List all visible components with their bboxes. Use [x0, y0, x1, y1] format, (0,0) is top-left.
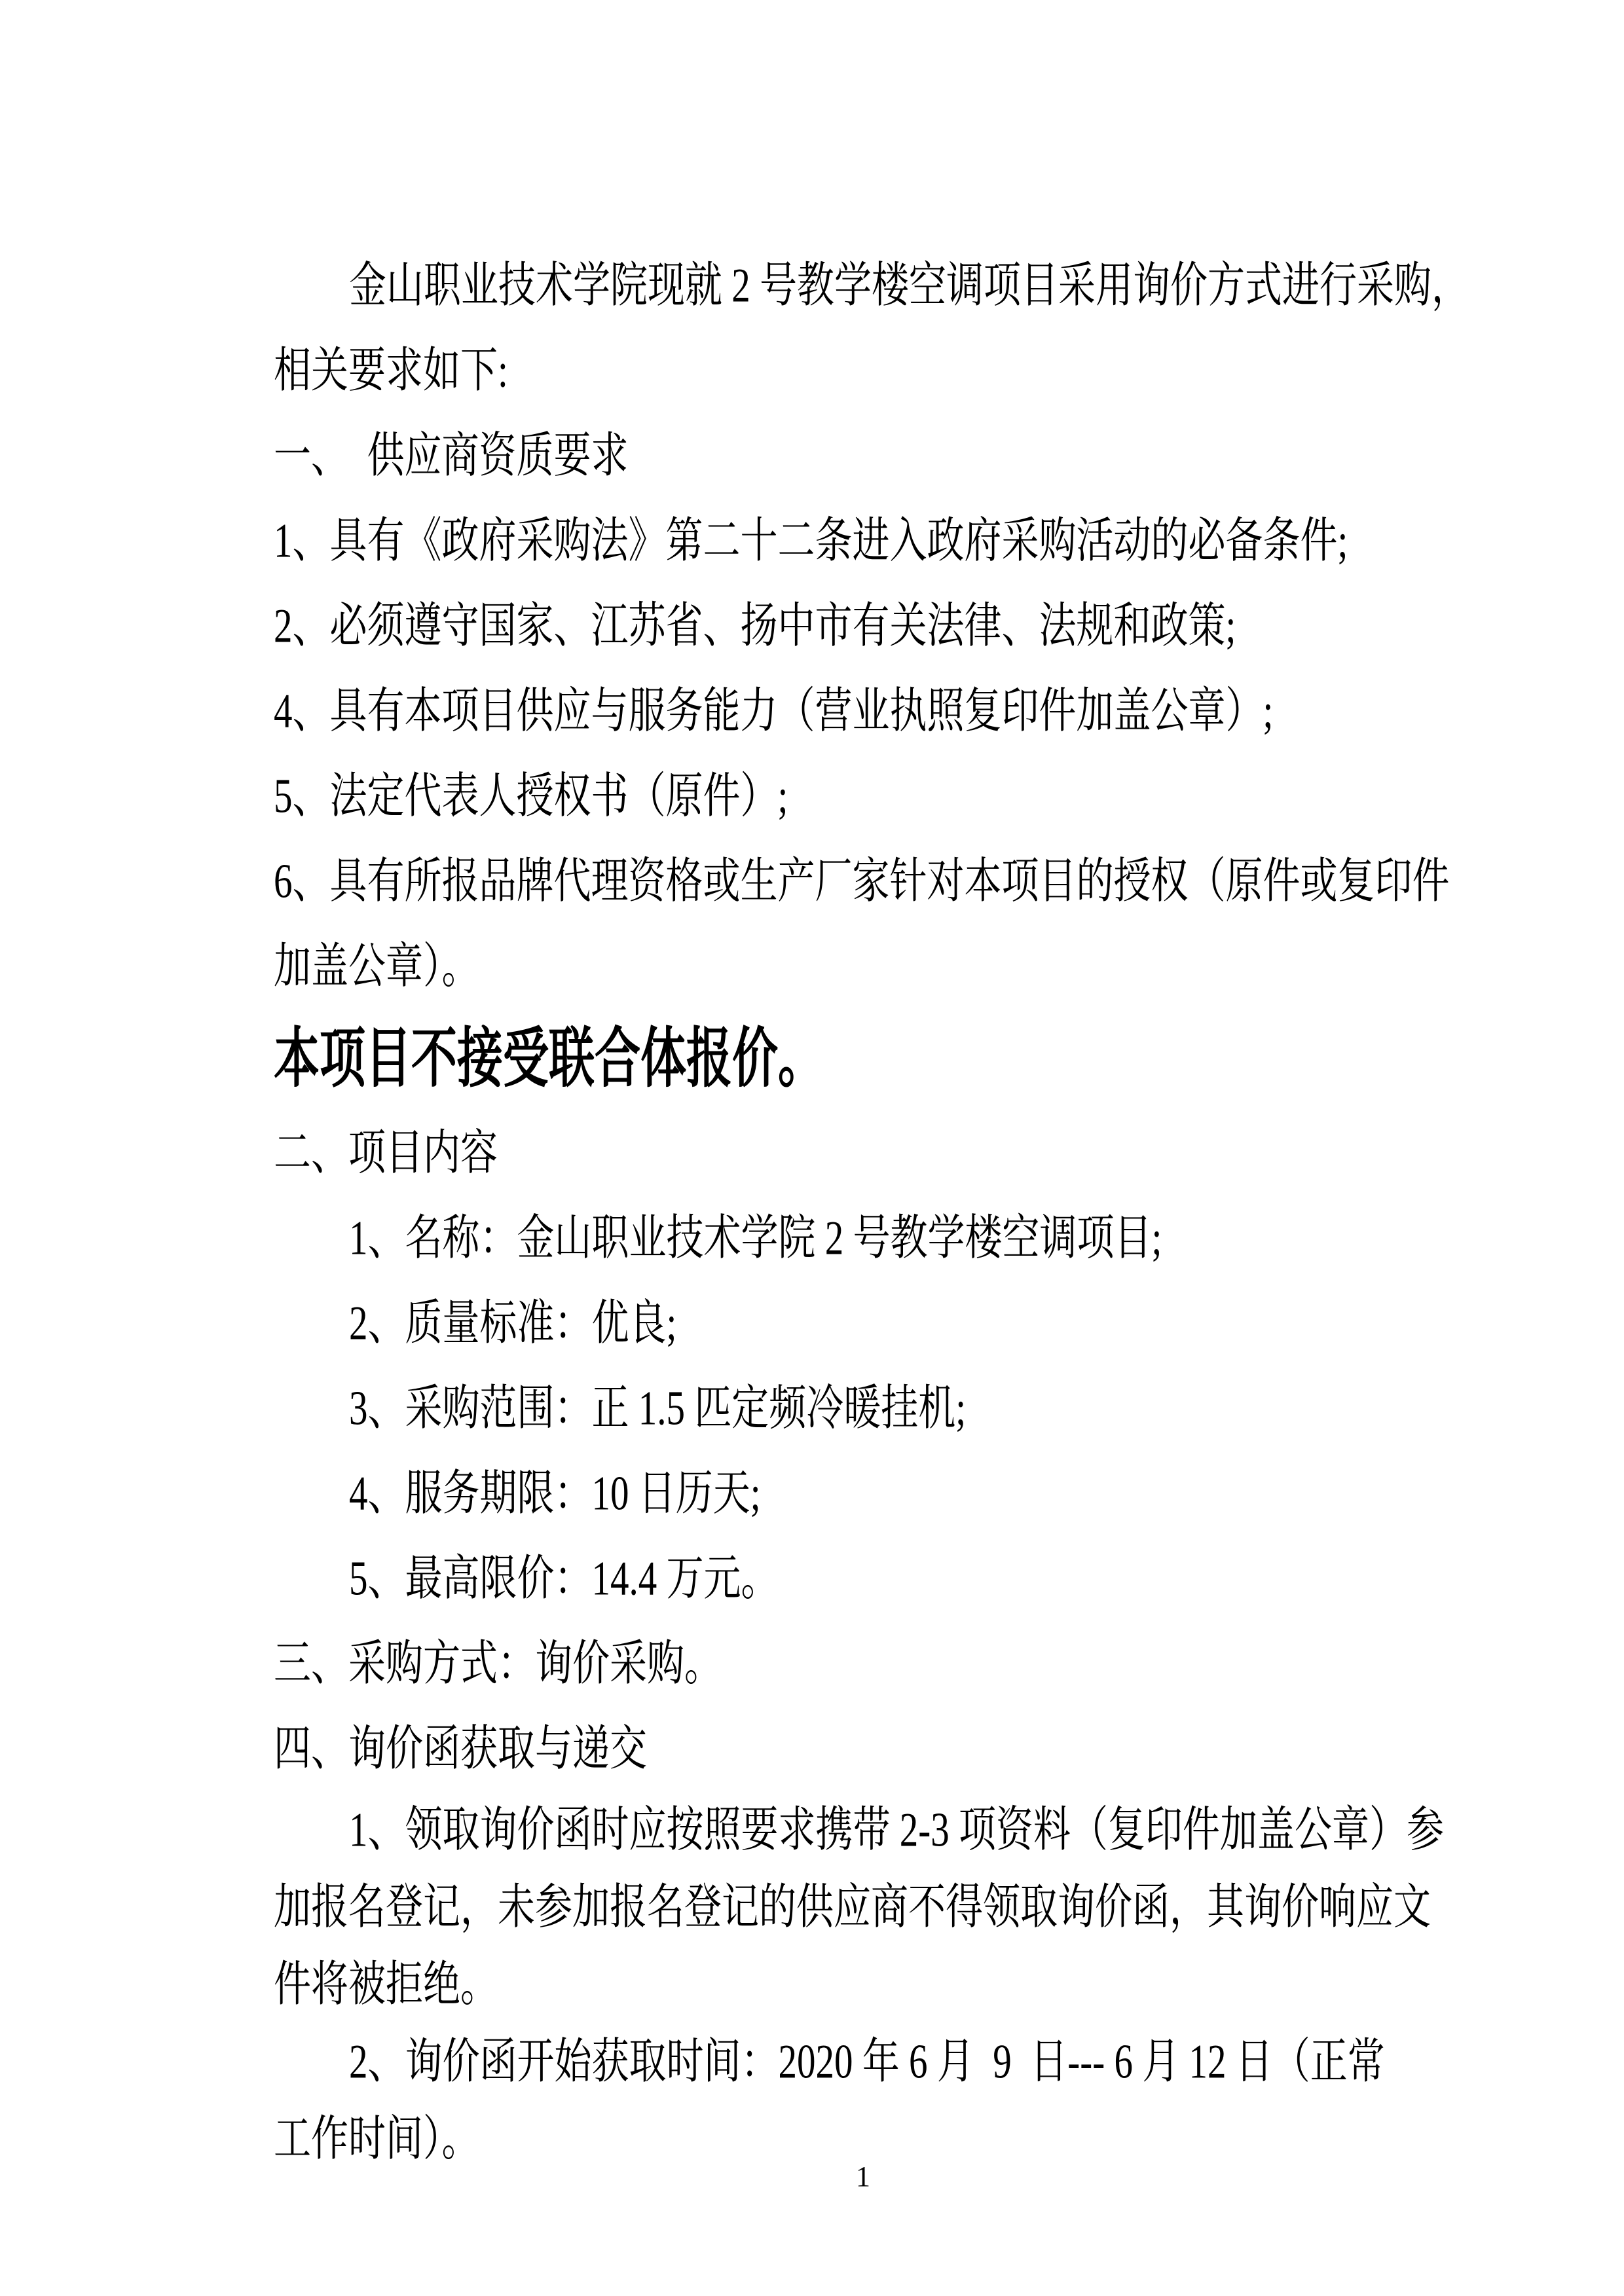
text-line-content: 金山职业技术学院现就 2 号教学楼空调项目采用询价方式进行采购， [349, 259, 1469, 313]
text-line-content: 4、服务期限：10 日历天; [349, 1467, 761, 1521]
page-body [274, 246, 1469, 2180]
text-line-content: 相关要求如下: [274, 344, 508, 398]
text-line-content: 二、项目内容 [274, 1126, 498, 1180]
text-line-content: 加盖公章）。 [274, 939, 479, 994]
text-line-content: 本项目不接受联合体报价。 [274, 1020, 824, 1097]
page-footer [274, 2157, 1452, 2196]
text-line-content: 1、领取询价函时应按照要求携带 2-3 项资料（复印件加盖公章）参 [349, 1803, 1444, 1857]
page-number: 1 [856, 2160, 870, 2193]
text-line-content: 1、名称：金山职业技术学院 2 号教学楼空调项目; [349, 1211, 1162, 1266]
text-line-content: 6、具有所报品牌代理资格或生产厂家针对本项目的授权（原件或复印件 [274, 854, 1450, 909]
text-line-content: 3、采购范围：正 1.5 匹定频冷暖挂机; [349, 1381, 967, 1436]
text-line-content: 一、 供应商资质要求 [274, 429, 629, 483]
text-line-content: 2、询价函开始获取时间：2020 年 6 月 9 日--- 6 月 12 日（正常 [349, 2035, 1385, 2089]
text-line-content: 2、质量标准：优良; [349, 1296, 677, 1351]
text-line-content: 加报名登记，未参加报名登记的供应商不得领取询价函，其询价响应文 [274, 1880, 1431, 1935]
text-line-content: 5、法定代表人授权书（原件）; [274, 769, 788, 824]
text-line-content: 5、最高限价：14.4 万元。 [349, 1552, 779, 1606]
text-line-content: 四、询价函获取与递交 [274, 1722, 647, 1776]
text-line-content: 三、采购方式：询价采购。 [274, 1637, 722, 1691]
text-line-content: 2、必须遵守国家、江苏省、扬中市有关法律、法规和政策; [274, 599, 1236, 653]
text-line-content: 件将被拒绝。 [274, 1958, 498, 2012]
text-line-content: 工作时间）。 [274, 2112, 479, 2166]
text-line-content: 1、具有《政府采购法》第二十二条进入政府采购活动的必备条件; [274, 514, 1348, 568]
text-line-content: 4、具有本项目供应与服务能力（营业执照复印件加盖公章）; [274, 684, 1274, 738]
